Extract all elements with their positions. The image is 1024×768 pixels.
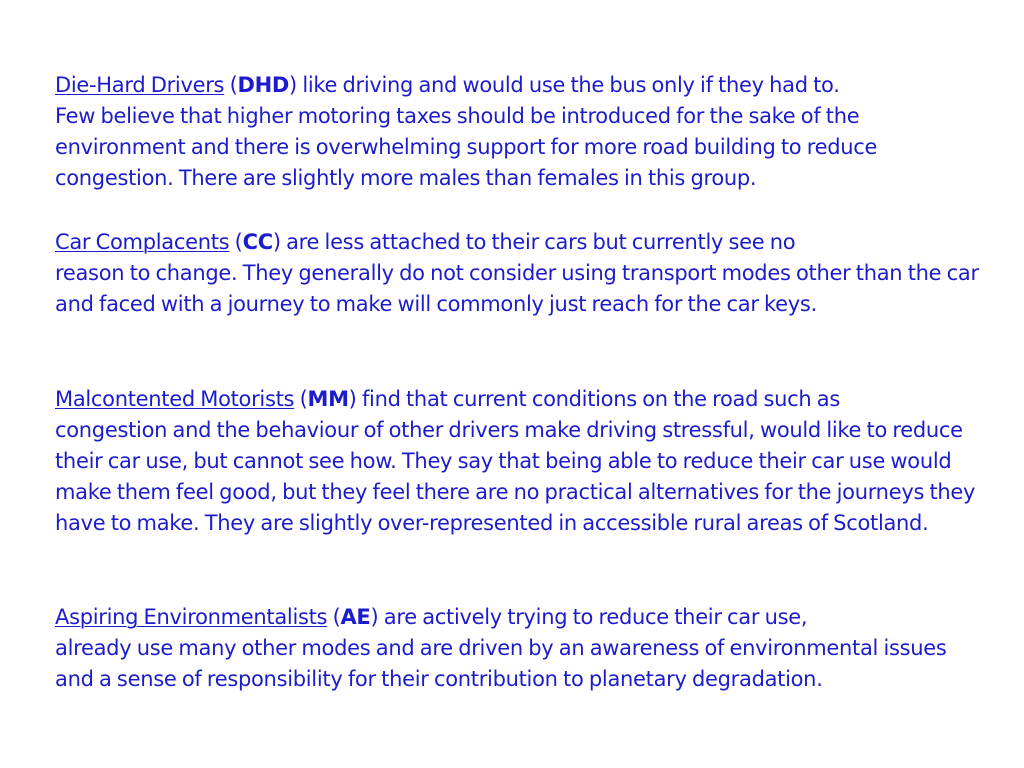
segment-link-aspiring-environmentalists[interactable]: Aspiring Environmentalists [55, 605, 328, 629]
segment-description: already use many other modes and are driven by an awareness of environmental issues and a sense of responsibility for their contribution to planetary degradation. [55, 636, 947, 691]
segment-description: reason to change. They generally do not consider using transport modes other than the car and faced with a journey to make will commonly just reach for the car keys. [55, 261, 979, 316]
segment-link-malcontented-motorists[interactable]: Malcontented Motorists [55, 387, 295, 411]
segment-link-die-hard-drivers[interactable]: Die-Hard Drivers [55, 73, 225, 97]
segment-paragraph-malcontented-motorists [55, 384, 985, 539]
segment-description-first-line: are actively trying to reduce their car use, [378, 605, 808, 629]
close-paren: ) [370, 605, 379, 629]
close-paren: ) [272, 230, 281, 254]
segment-description-first-line: find that current conditions on the road such as [356, 387, 841, 411]
segment-description-first-line: are less attached to their cars but currently see no [280, 230, 796, 254]
segment-paragraph-die-hard-drivers [55, 70, 985, 194]
open-paren: ( [229, 230, 243, 254]
open-paren: ( [224, 73, 238, 97]
open-paren: ( [327, 605, 341, 629]
segment-description-first-line: like driving and would use the bus only if they had to. [296, 73, 840, 97]
close-paren: ) [348, 387, 357, 411]
segment-abbreviation: AE [340, 605, 371, 629]
segment-description: congestion and the behaviour of other drivers make driving stressful, would like to reduce their car use, but cannot see how. They say that being able to reduce their car use would make them feel good, but they feel there are no practical alternatives for the journeys they have to make. They are slightly over-represented in accessible rural areas of Scotland. [55, 418, 976, 535]
segment-paragraph-car-complacents [55, 227, 985, 320]
segment-abbreviation: CC [242, 230, 273, 254]
segment-description: Few believe that higher motoring taxes should be introduced for the sake of the environment and there is overwhelming support for more road building to reduce congestion. There are slightly more males than females in this group. [55, 104, 878, 190]
open-paren: ( [294, 387, 308, 411]
segment-paragraph-aspiring-environmentalists [55, 602, 985, 695]
segment-abbreviation: MM [307, 387, 349, 411]
close-paren: ) [289, 73, 297, 97]
segment-link-car-complacents[interactable]: Car Complacents [55, 230, 230, 254]
segment-abbreviation: DHD [237, 73, 290, 97]
